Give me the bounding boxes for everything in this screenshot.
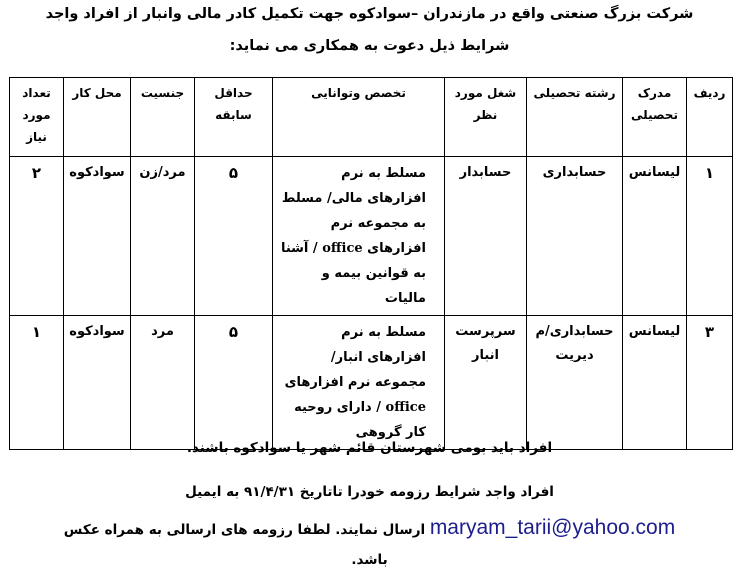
header-field-of-study: رشته تحصیلی bbox=[527, 78, 623, 157]
skills-office-term: office bbox=[385, 400, 426, 415]
cell-count-needed: ۲ bbox=[10, 157, 64, 316]
table-row bbox=[10, 157, 733, 316]
skills-text-part-1: مسلط به نرم افزارهای انبار/ مجموعه نرم افزارهای bbox=[284, 325, 426, 390]
cell-field-of-study: حسابداری bbox=[527, 157, 623, 316]
header-skills: تخصص وتوانایی bbox=[273, 78, 445, 157]
table-header-row bbox=[10, 78, 733, 157]
skills-text-part-1: مسلط به نرم افزارهای مالی/ مسلط به مجموعه نرم افزارهای bbox=[281, 166, 426, 256]
cell-work-location: سوادکوه bbox=[64, 316, 131, 450]
cell-job-title: حسابدار bbox=[445, 157, 527, 316]
header-count-needed: تعداد مورد نیاز bbox=[10, 78, 64, 157]
cell-gender: مرد bbox=[131, 316, 195, 450]
cell-work-location: سوادکوه bbox=[64, 157, 131, 316]
application-instruction-line-3: باشد. bbox=[351, 552, 388, 568]
header-degree: مدرک تحصیلی bbox=[623, 78, 687, 157]
cell-min-experience: ۵ bbox=[195, 157, 273, 316]
header-job-title: شغل مورد نظر bbox=[445, 78, 527, 157]
cell-skills bbox=[273, 316, 445, 450]
heading-line-2: شرایط ذیل دعوت به همکاری می نماید: bbox=[229, 38, 510, 54]
table-row bbox=[10, 316, 733, 450]
header-gender: جنسیت bbox=[131, 78, 195, 157]
email-link[interactable]: maryam_tarii@yahoo.com bbox=[429, 516, 676, 539]
cell-row-number: ۱ bbox=[687, 157, 733, 316]
cell-gender: مرد/زن bbox=[131, 157, 195, 316]
header-row-number: ردیف bbox=[687, 78, 733, 157]
cell-min-experience: ۵ bbox=[195, 316, 273, 450]
application-instruction-line-2 bbox=[0, 516, 739, 540]
cell-job-title: سرپرست انبار bbox=[445, 316, 527, 450]
application-instruction-text: ارسال نمایند. لطفا رزومه های ارسالی به همراه عکس bbox=[63, 522, 426, 538]
skills-text-part-2: / دارای روحیه کار گروهی bbox=[294, 400, 426, 440]
cell-skills bbox=[273, 157, 445, 316]
skills-text-part-2: / آشنا به قوانین بیمه و مالیات bbox=[280, 241, 426, 306]
skills-office-term: office bbox=[322, 241, 363, 256]
heading-line-1: شرکت بزرگ صنعتی واقع در مازندران –سوادکوه جهت تکمیل کادر مالی وانبار از افراد واجد bbox=[45, 6, 694, 22]
cell-degree: لیسانس bbox=[623, 316, 687, 450]
cell-field-of-study: حسابداری/م دیریت bbox=[527, 316, 623, 450]
header-min-experience: حداقل سابقه bbox=[195, 78, 273, 157]
residency-note: افراد باید بومی شهرستان قائم شهر یا سوادکوه باشند. bbox=[186, 440, 553, 456]
header-work-location: محل کار bbox=[64, 78, 131, 157]
cell-count-needed: ۱ bbox=[10, 316, 64, 450]
job-requirements-table bbox=[9, 77, 733, 450]
application-instruction-line-1: افراد واجد شرایط رزومه خودرا تاتاریخ ۹۱/۴/۳۱ به ایمیل bbox=[185, 484, 554, 500]
cell-row-number: ۳ bbox=[687, 316, 733, 450]
cell-degree: لیسانس bbox=[623, 157, 687, 316]
